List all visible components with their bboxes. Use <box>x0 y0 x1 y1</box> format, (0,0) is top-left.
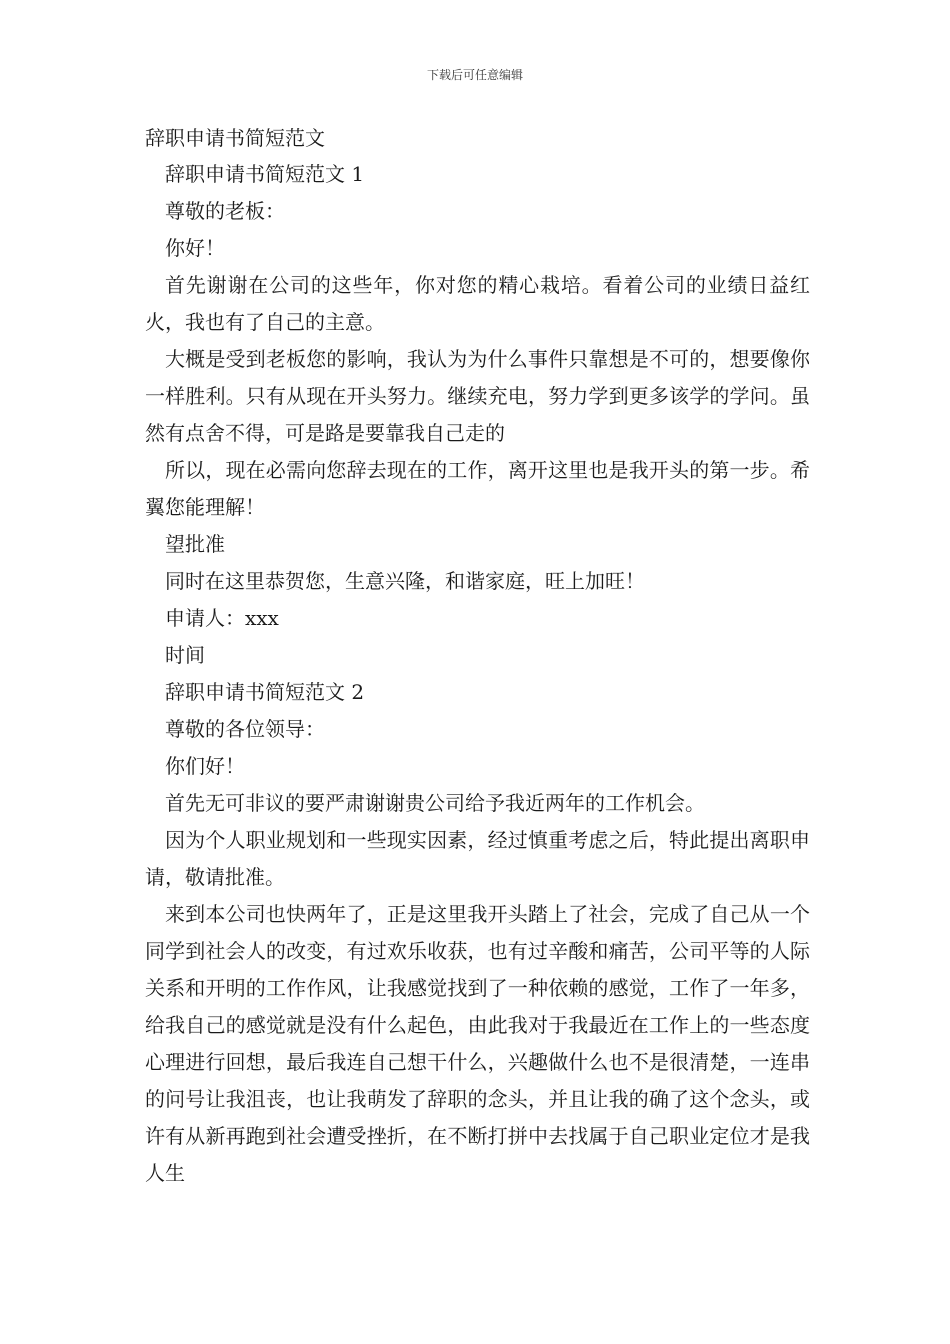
body-paragraph: 来到本公司也快两年了，正是这里我开头踏上了社会，完成了自己从一个同学到社会人的改变，有过欢乐收获，也有过辛酸和痛苦，公司平等的人际关系和开明的工作作风，让我感觉找到了一种依赖的感觉，工作了一年多，给我自己的感觉就是没有什么起色，由此我对于我最近在工作上的一些态度心理进行回想，最后我连自己想干什么，兴趣做什么也不是很清楚，一连串的问号让我沮丧，也让我萌发了辞职的念头，并且让我的确了这个念头，或许有从新再跑到社会遭受挫折，在不断打拼中去找属于自己职业定位才是我人生 <box>145 902 810 1185</box>
salutation-1: 尊敬的老板： <box>165 199 285 223</box>
body-paragraph: 同时在这里恭贺您，生意兴隆，和谐家庭，旺上加旺！ <box>165 569 645 593</box>
body-paragraph: 所以，现在必需向您辞去现在的工作，离开这里也是我开头的第一步。希翼您能理解！ <box>145 458 810 519</box>
date-line: 时间 <box>165 643 205 667</box>
applicant-line: 申请人：xxx <box>165 606 279 630</box>
section-heading-2: 辞职申请书简短范文 2 <box>165 680 365 704</box>
salutation-2: 尊敬的各位领导： <box>165 717 325 741</box>
document-title: 辞职申请书简短范文 <box>145 126 325 150</box>
greeting-2: 你们好！ <box>165 754 245 778</box>
body-paragraph: 大概是受到老板您的影响，我认为为什么事件只靠想是不可的，想要像你一样胜利。只有从现在开头努力。继续充电，努力学到更多该学的学问。虽然有点舍不得，可是路是要靠我自己走的 <box>145 347 810 445</box>
body-paragraph: 首先谢谢在公司的这些年，你对您的精心栽培。看着公司的业绩日益红火，我也有了自己的主意。 <box>145 273 810 334</box>
section-heading-1: 辞职申请书简短范文 1 <box>165 162 365 186</box>
body-paragraph: 首先无可非议的要严肃谢谢贵公司给予我近两年的工作机会。 <box>165 791 705 815</box>
body-paragraph: 因为个人职业规划和一些现实因素，经过慎重考虑之后，特此提出离职申请，敬请批准。 <box>145 828 810 889</box>
document-body <box>145 156 810 1192</box>
header-note: 下载后可任意编辑 <box>426 68 523 82</box>
request-line: 望批准 <box>165 532 225 556</box>
greeting-1: 你好！ <box>165 236 225 260</box>
